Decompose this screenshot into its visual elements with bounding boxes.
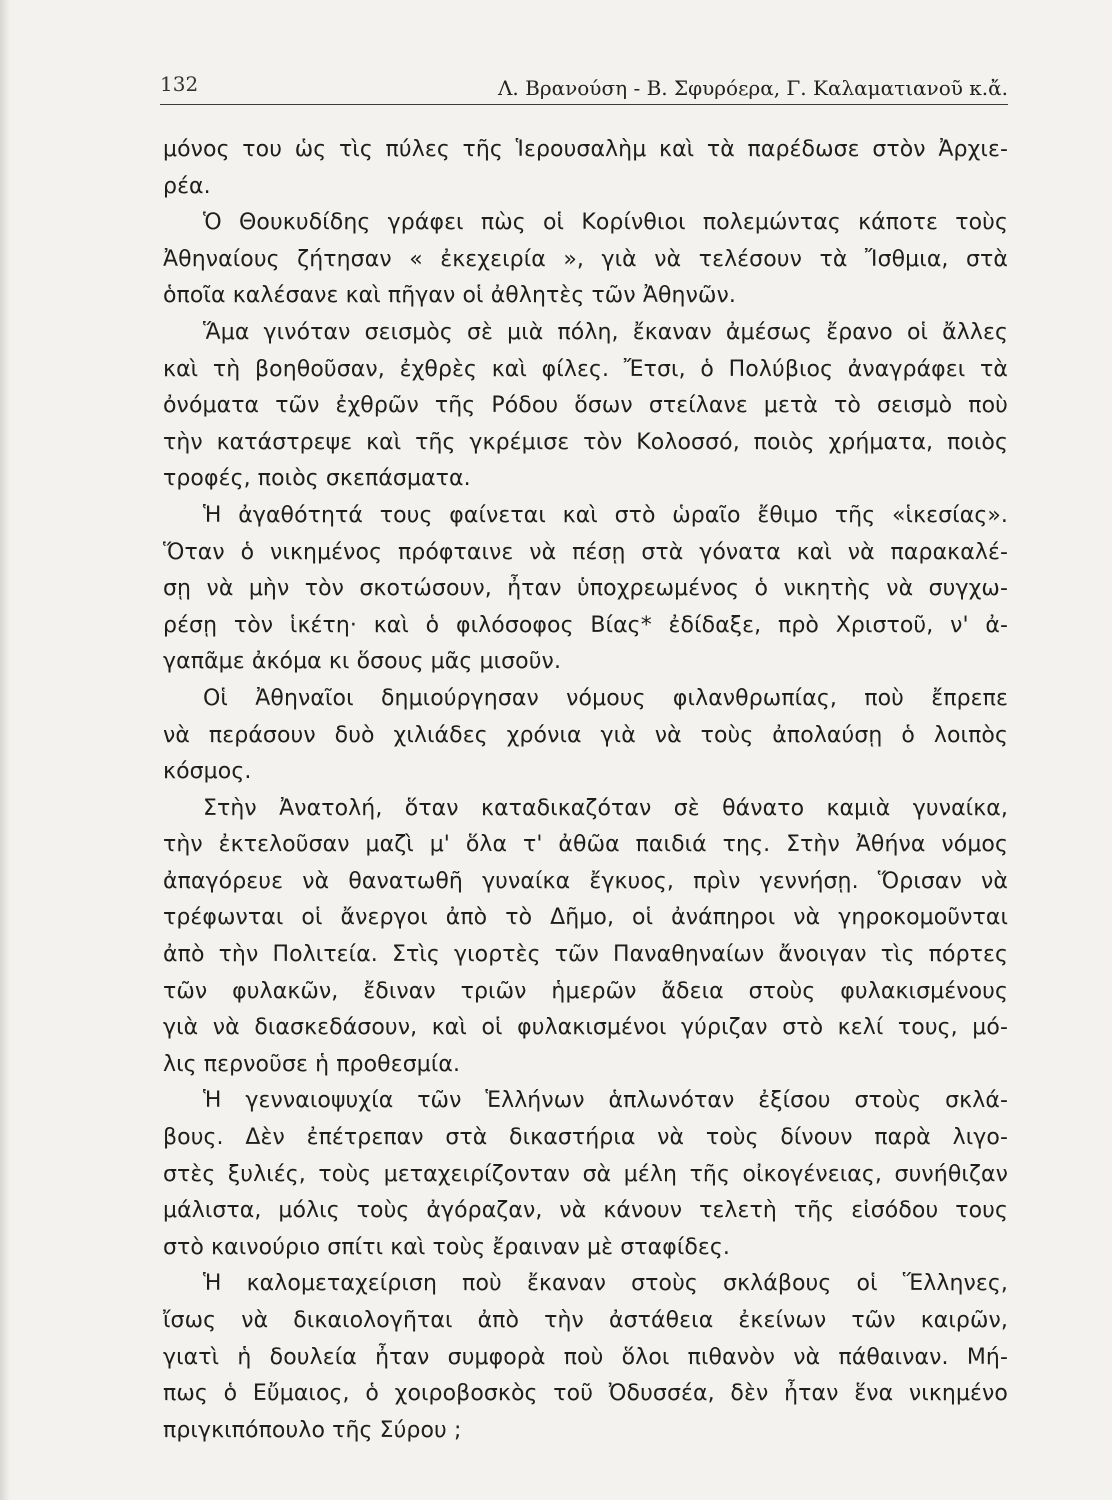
text-line: στὸ καινούριο σπίτι καὶ τοὺς ἔραιναν μὲ σταφίδες.: [163, 1234, 731, 1260]
text-line: μόνος του ὡς τὶς πύλες τῆς Ἱερουσαλὴμ καὶ τὰ παρέδωσε στὸν Ἀρχιε-: [163, 137, 1008, 162]
text-line: βους. Δὲν ἐπέτρεπαν στὰ δικαστήρια νὰ τοὺς δίνουν παρὰ λιγο-: [163, 1125, 1008, 1151]
text-line: στὲς ξυλιές, τοὺς μεταχειρίζονταν σὰ μέλη τῆς οἰκογένειας, συνήθιζαν: [163, 1161, 1008, 1187]
text-line: γιὰ νὰ διασκεδάσουν, καὶ οἱ φυλακισμένοι γύριζαν στὸ κελί τους, μό-: [163, 1015, 1008, 1041]
text-line: τὴν κατάστρεψε καὶ τῆς γκρέμισε τὸν Κολοσσό, ποιὸς χρήματα, ποιὸς: [163, 429, 1008, 455]
text-line: τρέφωνται οἱ ἄνεργοι ἀπὸ τὸ Δῆμο, οἱ ἀνάπηροι νὰ γηροκομοῦνται: [163, 905, 1008, 931]
text-line: τροφές, ποιὸς σκεπάσματα.: [163, 466, 471, 492]
paragraph-first-line: Ἡ ἀγαθότητά τους φαίνεται καὶ στὸ ὡραῖο ἔθιμο τῆς «ἱκεσίας».: [203, 502, 1008, 528]
paragraph-first-line: Ἅμα γινόταν σεισμὸς σὲ μιὰ πόλη, ἔκαναν ἀμέσως ἔρανο οἱ ἄλλες: [203, 319, 1008, 345]
body-text: [163, 132, 1008, 1449]
text-line: πως ὁ Εὔμαιος, ὁ χοιροβοσκὸς τοῦ Ὀδυσσέα, δὲν ἦταν ἕνα νικημένο: [163, 1381, 1008, 1407]
text-line: ἴσως νὰ δικαιολογῆται ἀπὸ τὴν ἀστάθεια ἐκείνων τῶν καιρῶν,: [163, 1308, 1008, 1333]
text-line: Ὅταν ὁ νικημένος πρόφταινε νὰ πέσῃ στὰ γόνατα καὶ νὰ παρακαλέ-: [163, 539, 1008, 565]
text-line: πριγκιπόπουλο τῆς Σύρου ;: [163, 1417, 462, 1443]
paragraph-first-line: Ἡ καλομεταχείριση ποὺ ἔκαναν στοὺς σκλάβους οἱ Ἕλληνες,: [203, 1271, 1008, 1297]
text-line: ρέσῃ τὸν ἱκέτη· καὶ ὁ φιλόσοφος Βίας* ἐδίδαξε, πρὸ Χριστοῦ, ν' ἀ-: [163, 612, 1008, 638]
text-line: μάλιστα, μόλις τοὺς ἀγόραζαν, νὰ κάνουν τελετὴ τῆς εἰσόδου τους: [163, 1198, 1008, 1224]
text-line: νὰ περάσουν δυὸ χιλιάδες χρόνια γιὰ νὰ τοὺς ἀπολαύσῃ ὁ λοιπὸς: [163, 722, 1008, 748]
paragraph-first-line: Στὴν Ἀνατολή, ὅταν καταδικαζόταν σὲ θάνατο καμιὰ γυναίκα,: [203, 795, 1008, 821]
text-line: γαπᾶμε ἀκόμα κι ὅσους μᾶς μισοῦν.: [163, 649, 562, 675]
text-line: λις περνοῦσε ἡ προθεσμία.: [163, 1051, 461, 1077]
text-line: ὀνόματα τῶν ἐχθρῶν τῆς Ρόδου ὅσων στείλανε μετὰ τὸ σεισμὸ ποὺ: [163, 393, 1008, 419]
text-line: σῃ νὰ μὴν τὸν σκοτώσουν, ἦταν ὑποχρεωμένος ὁ νικητὴς νὰ συγχω-: [163, 576, 1008, 602]
text-line: ἀπὸ τὴν Πολιτεία. Στὶς γιορτὲς τῶν Παναθηναίων ἄνοιγαν τὶς πόρτες: [163, 942, 1008, 968]
text-line: Ἀθηναίους ζήτησαν « ἐκεχειρία », γιὰ νὰ τελέσουν τὰ Ἴσθμια, στὰ: [163, 246, 1008, 272]
page-header: [160, 70, 1008, 105]
page-edge-shadow: [0, 0, 10, 1500]
paragraph-first-line: Οἱ Ἀθηναῖοι δημιούργησαν νόμους φιλανθρωπίας, ποὺ ἔπρεπε: [203, 685, 1008, 711]
page-number: 132: [160, 72, 199, 96]
text-line: γιατὶ ἡ δουλεία ἦταν συμφορὰ ποὺ ὅλοι πιθανὸν νὰ πάθαιναν. Μή-: [163, 1344, 1008, 1370]
text-line: τὴν ἐκτελοῦσαν μαζὶ μ' ὅλα τ' ἀθῶα παιδιά της. Στὴν Ἀθήνα νόμος: [163, 832, 1008, 858]
text-line: ρέα.: [163, 173, 211, 199]
paragraph-first-line: Ὁ Θουκυδίδης γράφει πὼς οἱ Κορίνθιοι πολεμώντας κάποτε τοὺς: [203, 210, 1008, 236]
paragraph-first-line: Ἡ γενναιοψυχία τῶν Ἑλλήνων ἁπλωνόταν ἐξίσου στοὺς σκλά-: [203, 1088, 1008, 1114]
text-line: τῶν φυλακῶν, ἔδιναν τριῶν ἡμερῶν ἄδεια στοὺς φυλακισμένους: [163, 978, 1008, 1004]
text-line: ἀπαγόρευε νὰ θανατωθῆ γυναίκα ἔγκυος, πρὶν γεννήσῃ. Ὅρισαν νὰ: [163, 868, 1008, 894]
text-line: καὶ τὴ βοηθοῦσαν, ἐχθρὲς καὶ φίλες. Ἔτσι, ὁ Πολύβιος ἀναγράφει τὰ: [163, 356, 1008, 382]
text-line: ὁποῖα καλέσανε καὶ πῆγαν οἱ ἀθλητὲς τῶν Ἀθηνῶν.: [163, 283, 736, 309]
running-head: Λ. Βρανούση - Β. Σφυρόερα, Γ. Καλαματιανοῦ κ.ἄ.: [497, 76, 1008, 100]
text-line: κόσμος.: [163, 759, 252, 785]
